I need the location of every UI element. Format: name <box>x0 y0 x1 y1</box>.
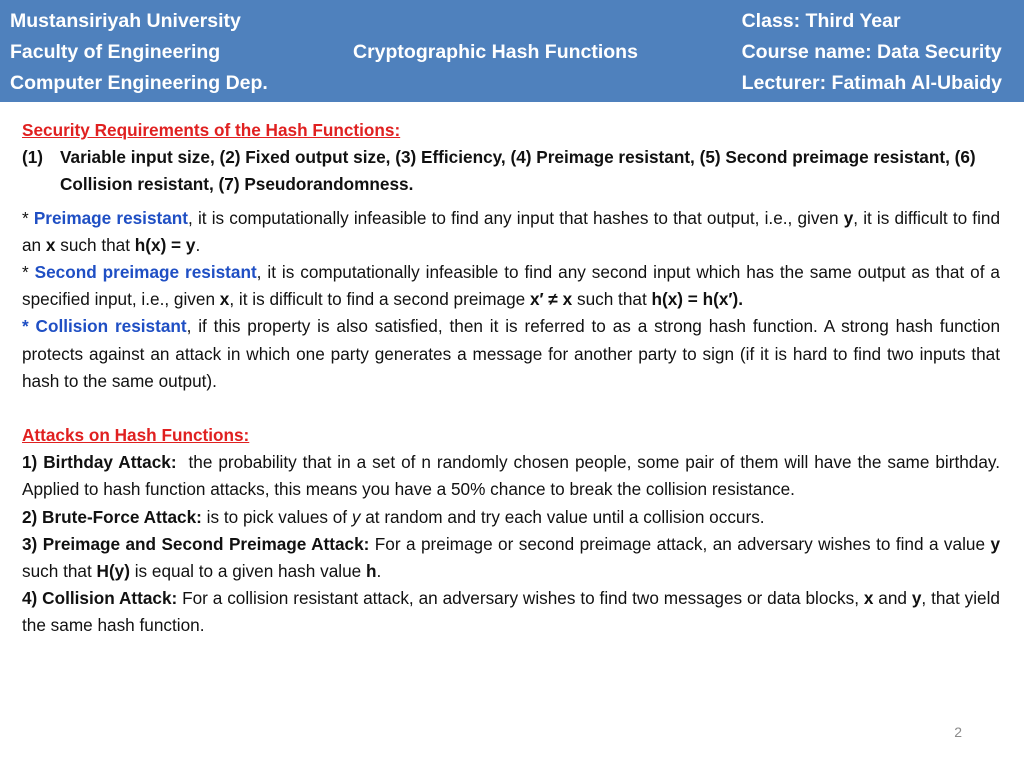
preimage-attack-text-4: . <box>376 561 382 582</box>
second-preimage-star: * <box>22 262 35 283</box>
birthday-attack <box>22 449 1004 503</box>
collision-attack-label: 4) Collision Attack: <box>22 588 178 609</box>
preimage-y: y <box>843 207 854 228</box>
requirements-list <box>22 144 1000 198</box>
collision-attack-y: y <box>911 588 922 609</box>
collision-attack <box>22 585 1000 639</box>
preimage-equation: h(x) = y <box>134 234 196 255</box>
preimage-term: Preimage resistant <box>33 207 189 228</box>
blank-line <box>22 395 1000 422</box>
lecturer-name: Lecturer: Fatimah Al-Ubaidy <box>741 72 1002 94</box>
collision-paragraph <box>22 313 1000 395</box>
course-name: Course name: Data Security <box>741 41 1002 63</box>
collision-term: * Collision resistant <box>22 316 187 337</box>
brute-force-text-1: is to pick values of <box>201 506 352 527</box>
faculty-name: Faculty of Engineering <box>10 41 221 63</box>
page-number: 2 <box>954 724 962 740</box>
birthday-attack-label: 1) Birthday Attack: <box>22 452 177 473</box>
header-left <box>10 6 268 99</box>
preimage-text-1: , it is computationally infeasible to find any input that hashes to that output, i.e., given <box>188 207 844 228</box>
second-preimage-paragraph <box>22 259 1000 313</box>
preimage-attack <box>22 531 1000 585</box>
brute-force-y: y <box>351 506 361 527</box>
birthday-attack-text: the probability that in a set of n randomly chosen people, some pair of them will have the same birthday. Applied to hash function attacks, this means you have a 50% chance to break the collision resistance. <box>22 452 1004 500</box>
lecture-title: Cryptographic Hash Functions <box>353 41 638 63</box>
collision-attack-text-2: and <box>873 588 912 609</box>
class-info: Class: Third Year <box>741 10 901 32</box>
second-preimage-text-3: such that <box>572 289 652 310</box>
collision-attack-x: x <box>863 588 874 609</box>
slide-content <box>22 117 1004 640</box>
preimage-paragraph <box>22 205 1000 259</box>
slide-header <box>0 0 1024 102</box>
second-preimage-text-2: , it is difficult to find a second preimage <box>229 289 530 310</box>
second-preimage-text-1: , it is computationally infeasible to find any second input which has the same output as that of a specified input, i.e., given <box>22 262 1000 310</box>
preimage-star: * <box>22 207 34 228</box>
collision-attack-text-1: For a collision resistant attack, an adversary wishes to find two messages or data blocks, <box>177 588 864 609</box>
preimage-attack-y: y <box>990 533 1000 554</box>
brute-force-label: 2) Brute-Force Attack: <box>22 506 202 527</box>
preimage-attack-text-1: For a preimage or second preimage attack, an adversary wishes to find a value <box>369 533 991 554</box>
preimage-attack-label: 3) Preimage and Second Preimage Attack: <box>22 533 370 554</box>
preimage-attack-text-2: such that <box>22 561 97 582</box>
preimage-text-4: . <box>195 234 201 255</box>
collision-text: , if this property is also satisfied, then it is referred to as a strong hash function. A strong hash function protects against an attack in which one party generates a message for another party to sign (if it is hard to find two inputs that hash to the same output). <box>22 316 1001 391</box>
brute-force-text-2: at random and try each value until a collision occurs. <box>360 506 765 527</box>
preimage-text-3: such that <box>55 234 135 255</box>
preimage-attack-text-3: is equal to a given hash value <box>129 561 366 582</box>
preimage-text-2: , it is difficult to find an <box>22 207 1001 255</box>
collision-attack-text-3: , that yield the same hash function. <box>22 588 1000 636</box>
attacks-heading: Attacks on Hash Functions: <box>22 425 250 446</box>
second-preimage-x: x <box>219 289 230 310</box>
header-right <box>742 6 1002 99</box>
university-name: Mustansiriyah University <box>10 10 241 32</box>
preimage-attack-h: h <box>365 561 377 582</box>
requirements-text: Variable input size, (2) Fixed output size, (3) Efficiency, (4) Preimage resistant, (5) Second preimage resistant, (6) Collision resistant, (7) Pseudorandomness. <box>60 147 976 195</box>
brute-force-attack <box>22 504 1000 531</box>
department-name: Computer Engineering Dep. <box>10 72 268 94</box>
second-preimage-equation: h(x) = h(x′). <box>651 289 744 310</box>
requirements-heading: Security Requirements of the Hash Functions: <box>22 120 401 140</box>
second-preimage-inequality: x′ ≠ x <box>529 289 573 310</box>
second-preimage-term: Second preimage resistant <box>34 262 257 283</box>
preimage-x: x <box>45 234 56 255</box>
preimage-attack-equation: H(y) <box>96 561 130 582</box>
requirements-number: (1) <box>22 147 44 168</box>
